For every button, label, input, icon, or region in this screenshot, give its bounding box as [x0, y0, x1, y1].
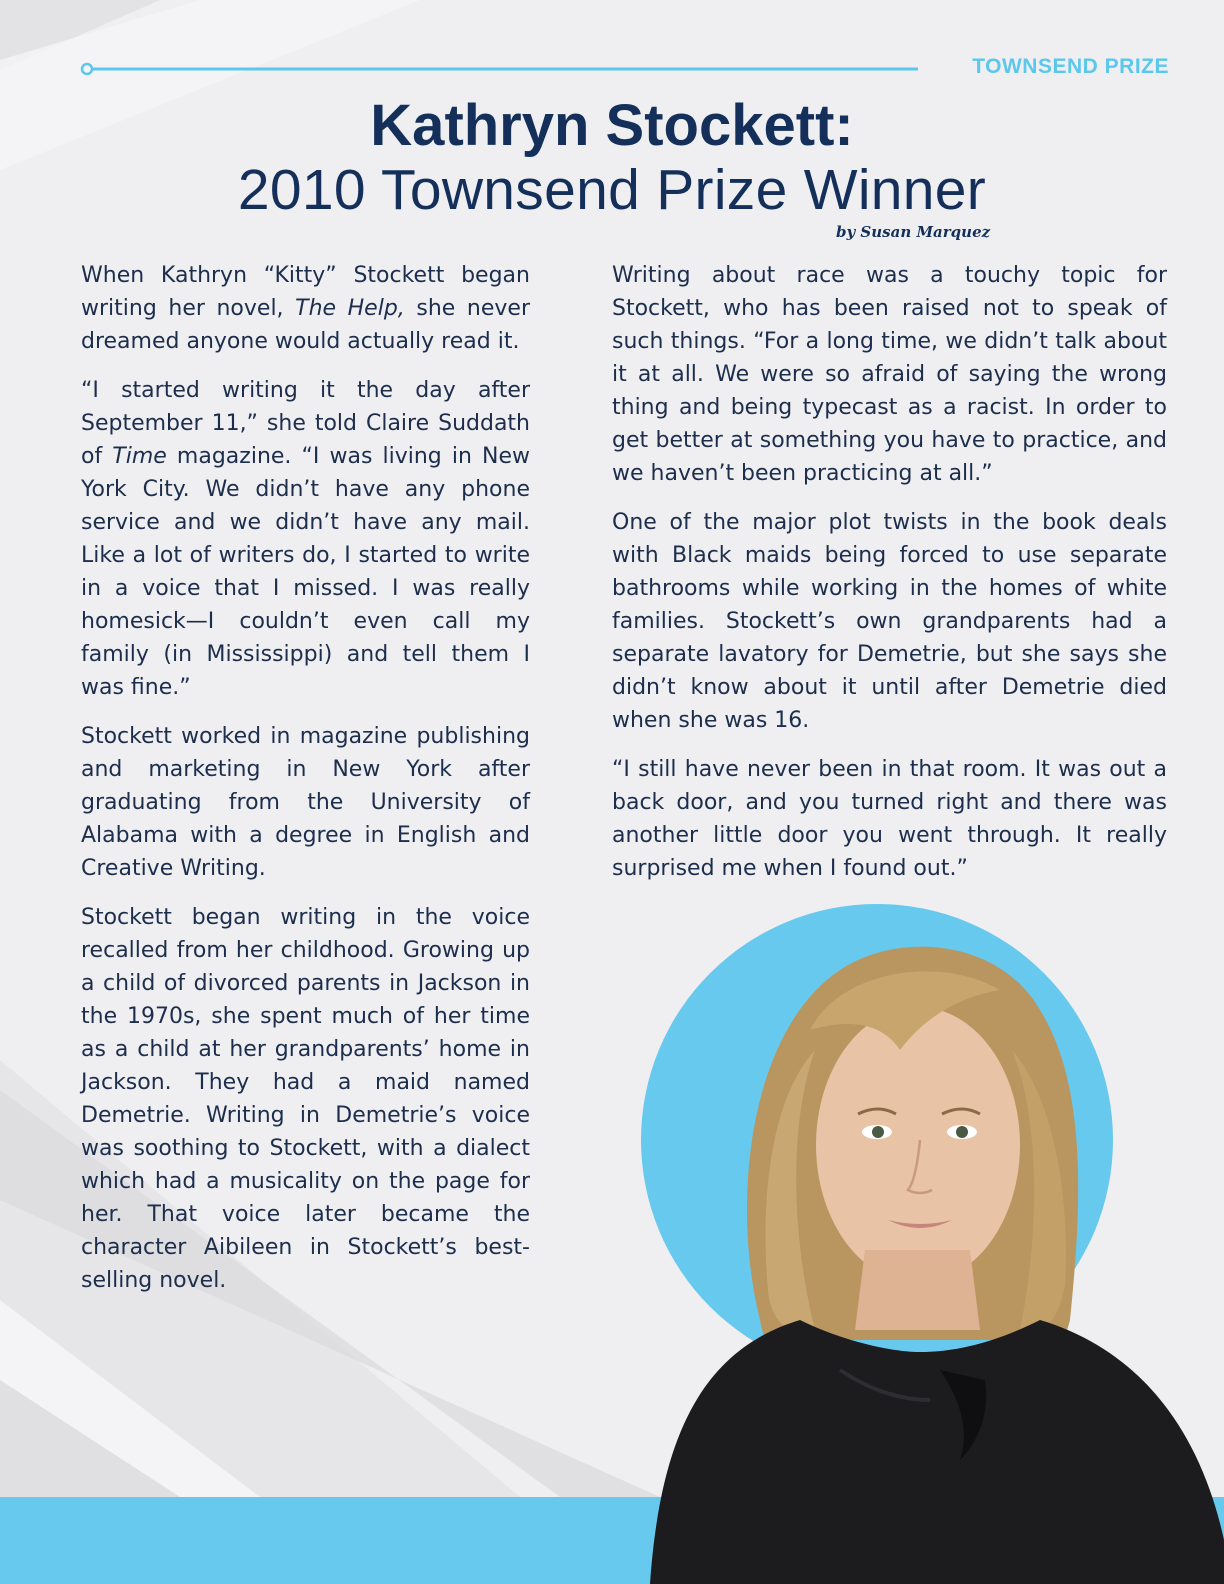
paragraph [81, 259, 530, 358]
page-title: Kathryn Stockett: [370, 93, 854, 158]
paragraph-text: magazine. “I was living in New York City. We didn’t have any phone service and we didn’t have any mail. Like a lot of writers do, I started to write in a voice that I missed. I was really homesick—I couldn’t even call my family (in Mississippi) and tell them I was fine.” [81, 444, 530, 700]
paragraph: Writing about race was a touchy topic for Stockett, who has been raised not to speak of such things. “For a long time, we didn’t talk about it at all. We were so afraid of saying the wrong thing and being typecast as a racist. In order to get better at something you have to practice, and we haven’t been practicing at all.” [612, 263, 1167, 486]
paragraph: “I still have never been in that room. It was out a back door, and you turned right and there was another little door you went through. It really surprised me when I found out.” [612, 757, 1167, 881]
paragraph-text: “I started writing it the day after September 11,” she told Claire Suddath of [81, 378, 530, 469]
paragraph: One of the major plot twists in the book deals with Black maids being forced to use separate bathrooms while working in the homes of white families. Stockett’s own grandparents had a separate lavatory for Demetrie, but she says she didn’t know about it until after Demetrie died when she was 16. [612, 510, 1167, 733]
paragraph: Stockett worked in magazine publishing and marketing in New York after graduating from the University of Alabama with a degree in English and Creative Writing. [81, 724, 530, 881]
page-subtitle: 2010 Townsend Prize Winner [237, 158, 987, 222]
title-block [0, 92, 1224, 220]
section-label: TOWNSEND PRIZE [972, 55, 1169, 78]
magazine-title: Time [112, 444, 167, 469]
author-portrait-illustration [640, 900, 1224, 1584]
paragraph [81, 374, 530, 704]
article-column-left [81, 259, 530, 1313]
author-photo [640, 900, 1224, 1584]
header-rule [80, 62, 918, 76]
paragraph-text: When Kathryn “Kitty” Stockett began writing her novel, [81, 263, 530, 321]
article-column-right [612, 259, 1167, 901]
byline: by Susan Marquez [836, 223, 991, 241]
paragraph: Stockett began writing in the voice recalled from her childhood. Growing up a child of divorced parents in Jackson in the 1970s, she spent much of her time as a child at her grandparents’ home in Jackson. They had a maid named Demetrie. Writing in Demetrie’s voice was soothing to Stockett, with a dialect which had a musicality on the page for her. That voice later became the character Aibileen in Stockett’s best-selling novel. [81, 905, 530, 1293]
book-title: The Help, [295, 296, 405, 321]
paragraph-text: she never dreamed anyone would actually read it. [81, 296, 530, 354]
